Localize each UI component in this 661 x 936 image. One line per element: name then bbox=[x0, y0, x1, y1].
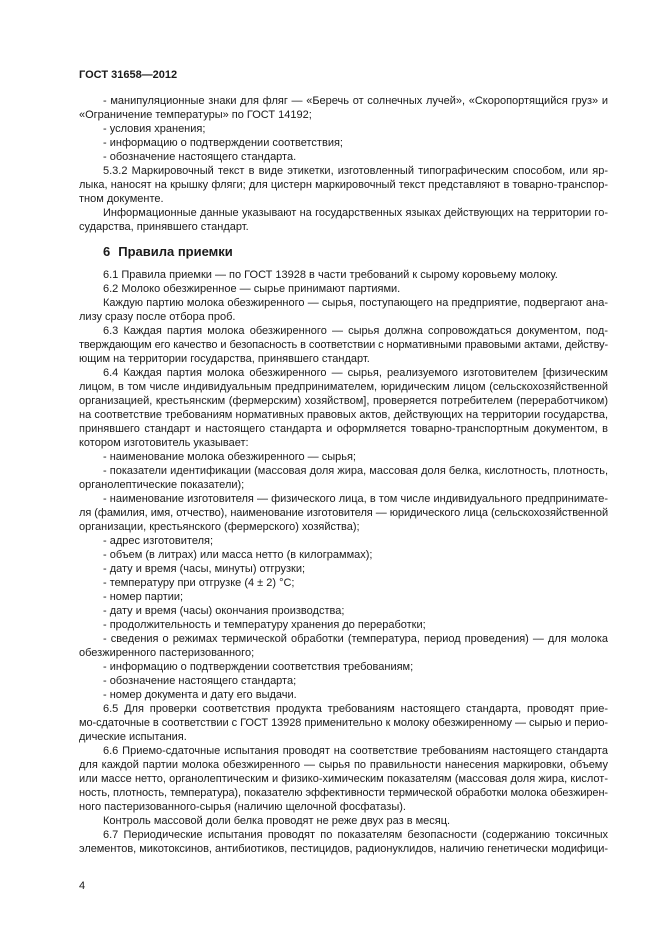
text-line: - номер партии; bbox=[103, 591, 184, 603]
paragraph bbox=[79, 828, 608, 856]
list-item bbox=[79, 464, 608, 492]
text-line: - информацию о подтверждении соответствия требованиям; bbox=[103, 661, 414, 673]
text-line: мо-сдаточные в соответствии с ГОСТ 13928 применительно к молоку обезжиренному — сырью и перио- bbox=[79, 717, 608, 729]
paragraph bbox=[79, 702, 608, 744]
text-line: организацией, крестьянским (фермерским) хозяйством], проверяется потребителем (переработчиком) bbox=[79, 395, 608, 407]
paragraph bbox=[79, 268, 608, 282]
text-line: - дату и время (часы) окончания производства; bbox=[103, 605, 345, 617]
text-line: - температуру при отгрузке (4 ± 2) °С; bbox=[103, 577, 295, 589]
list-item bbox=[79, 150, 608, 164]
text-line: Контроль массовой доли белка проводят не реже двух раз в месяц. bbox=[103, 815, 451, 827]
text-line: ля (фамилия, имя, отчество), наименование изготовителя — юридического лица (сельскохозяйственной bbox=[79, 507, 608, 519]
text-line: - условия хранения; bbox=[103, 123, 206, 135]
text-line: для каждой партии молока обезжиренного — сырья по правильности нанесения маркировки, объему bbox=[79, 759, 608, 771]
text-line: элементов, микотоксинов, антибиотиков, пестицидов, радионуклидов, наличию генетически модифици- bbox=[79, 843, 608, 855]
text-line: ность, плотность, температура), показателю эффективности термической обработки молока обезжирен- bbox=[79, 787, 608, 799]
text-line: 6.2 Молоко обезжиренное — сырье принимают партиями. bbox=[103, 283, 401, 295]
section-title: Правила приемки bbox=[118, 244, 233, 259]
paragraph bbox=[79, 366, 608, 450]
text-line: ющим на территории государства, принявшего стандарт. bbox=[79, 353, 370, 365]
text-line: Информационные данные указывают на государственных языках действующих на территории го- bbox=[103, 207, 608, 219]
text-line: - показатели идентификации (массовая доля жира, массовая доля белка, кислотность, плотность, bbox=[103, 465, 608, 477]
text-line: котором изготовитель указывает: bbox=[79, 437, 249, 449]
paragraph bbox=[79, 814, 608, 828]
text-line: 6.5 Для проверки соответствия продукта требованиям настоящего стандарта, проводят прие- bbox=[103, 703, 608, 715]
text-line: - номер документа и дату его выдачи. bbox=[103, 689, 297, 701]
text-line: 6.1 Правила приемки — по ГОСТ 13928 в части требований к сырому коровьему молоку. bbox=[103, 269, 558, 281]
list-item bbox=[79, 632, 608, 660]
text-line: организации, крестьянского (фермерского) хозяйства); bbox=[79, 521, 360, 533]
list-item bbox=[79, 590, 608, 604]
standard-code-header: ГОСТ 31658—2012 bbox=[79, 69, 178, 81]
list-item bbox=[79, 604, 608, 618]
text-line: - манипуляционные знаки для фляг — «Беречь от солнечных лучей», «Скоропортящийся груз» и bbox=[103, 95, 608, 107]
list-item bbox=[79, 688, 608, 702]
text-line: 6.4 Каждая партия молока обезжиренного — сырья, реализуемого изготовителем [физическим bbox=[103, 367, 608, 379]
text-line: 5.3.2 Маркировочный текст в виде этикетки, изготовленный типографическим способом, или яр- bbox=[103, 165, 608, 177]
text-line: - адрес изготовителя; bbox=[103, 535, 213, 547]
text-line: 6.6 Приемо-сдаточные испытания проводят на соответствие требованиям настоящего стандарта bbox=[103, 745, 608, 757]
text-line: - информацию о подтверждении соответствия; bbox=[103, 137, 343, 149]
list-item bbox=[79, 548, 608, 562]
continued-text-block bbox=[79, 94, 608, 234]
text-line: - обозначение настоящего стандарта. bbox=[103, 151, 297, 163]
section-heading bbox=[103, 243, 233, 261]
list-item bbox=[79, 660, 608, 674]
list-item bbox=[79, 674, 608, 688]
paragraph bbox=[79, 282, 608, 296]
text-line: - обозначение настоящего стандарта; bbox=[103, 675, 297, 687]
paragraph bbox=[79, 744, 608, 814]
list-item bbox=[79, 618, 608, 632]
page-number: 4 bbox=[79, 880, 86, 892]
paragraph bbox=[79, 324, 608, 366]
section-number: 6 bbox=[103, 244, 111, 259]
text-line: дические испытания. bbox=[79, 731, 187, 743]
section-6-text-block bbox=[79, 268, 608, 856]
list-item bbox=[79, 94, 608, 122]
text-line: - продолжительность и температуру хранения до переработки; bbox=[103, 619, 426, 631]
list-item bbox=[79, 534, 608, 548]
text-line: тверждающим его качество и безопасность в соответствии с нормативными правовыми актами, действу- bbox=[79, 339, 608, 351]
list-item bbox=[79, 136, 608, 150]
text-line: лизу сразу после отбора проб. bbox=[79, 311, 236, 323]
text-line: тном документе. bbox=[79, 193, 164, 205]
text-line: или массе нетто, органолептическим и физико-химическим показателям (массовая доля жира, кислот- bbox=[79, 773, 608, 785]
text-line: 6.7 Периодические испытания проводят по показателям безопасности (содержанию токсичных bbox=[103, 829, 608, 841]
text-line: сударства, принявшего стандарт. bbox=[79, 221, 249, 233]
text-line: Каждую партию молока обезжиренного — сырья, поступающего на предприятие, подвергают ана- bbox=[103, 297, 608, 309]
list-item bbox=[79, 492, 608, 534]
list-item bbox=[79, 562, 608, 576]
list-item bbox=[79, 122, 608, 136]
text-line: принявшего стандарт и настоящего стандарта и оформляется товарно-транспортным документом, в bbox=[79, 423, 608, 435]
text-line: лыка, наносят на крышку фляги; для цистерн маркировочный текст представляют в товарно-транспор- bbox=[79, 179, 608, 191]
text-line: органолептические показатели); bbox=[79, 479, 245, 491]
text-line: ного пастеризованного-сырья (наличию щелочной фосфатазы). bbox=[79, 801, 406, 813]
text-line: - дату и время (часы, минуты) отгрузки; bbox=[103, 563, 306, 575]
text-line: 6.3 Каждая партия молока обезжиренного — сырья должна сопровождаться документом, под- bbox=[103, 325, 608, 337]
text-line: - наименование изготовителя — физического лица, в том числе индивидуального предпринимате- bbox=[103, 493, 608, 505]
paragraph bbox=[79, 296, 608, 324]
text-line: - наименование молока обезжиренного — сырья; bbox=[103, 451, 356, 463]
list-item bbox=[79, 450, 608, 464]
text-line: - объем (в литрах) или масса нетто (в килограммах); bbox=[103, 549, 373, 561]
paragraph bbox=[79, 164, 608, 206]
paragraph bbox=[79, 206, 608, 234]
text-line: - сведения о режимах термической обработки (температура, период проведения) — для молока bbox=[103, 633, 608, 645]
text-line: лицом, в том числе индивидуальным предпринимателем, юридическим лицом (сельскохозяйственной bbox=[79, 381, 608, 393]
text-line: на соответствие требованиям нормативных правовых актов, действующих на территории государства, bbox=[79, 409, 608, 421]
list-item bbox=[79, 576, 608, 590]
text-line: обезжиренного пастеризованного; bbox=[79, 647, 255, 659]
text-line: «Ограничение температуры» по ГОСТ 14192; bbox=[79, 109, 312, 121]
